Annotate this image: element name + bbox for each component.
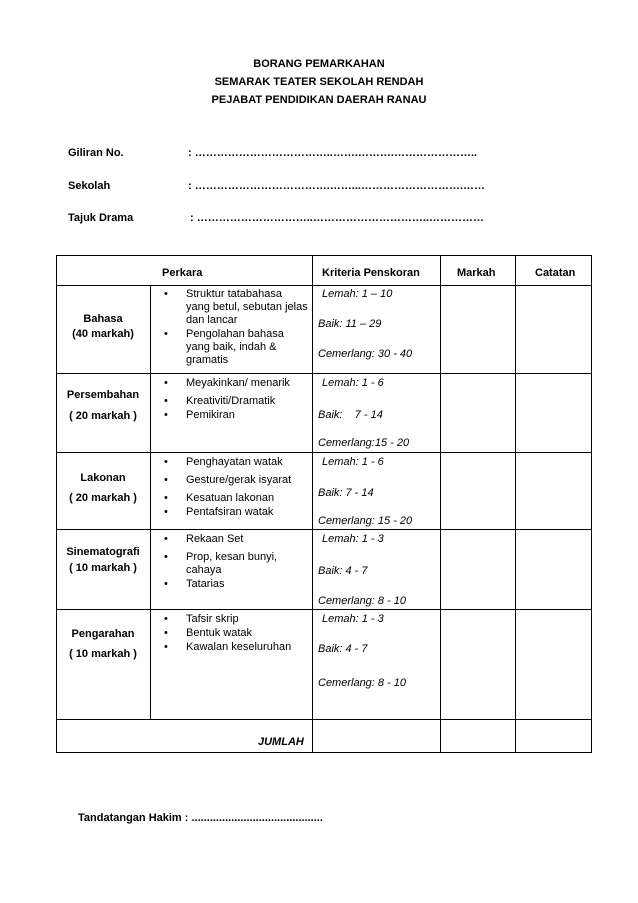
giliran-field[interactable]: : ………………………………..…….……….………………….. (188, 147, 478, 159)
criterion-items (158, 456, 308, 524)
sekolah-label: Sekolah (68, 180, 111, 192)
form-subtitle: SEMARAK TEATER SEKOLAH RENDAH (214, 76, 424, 88)
list-item: • Pentafsiran watak (158, 506, 308, 519)
list-item: • Kesatuan lakonan (158, 492, 308, 505)
table-border-top (56, 255, 592, 256)
table-col-divider (150, 285, 151, 720)
criterion-title: Sinematografi (66, 546, 140, 558)
tajuk-field[interactable]: : …………………………..…………………………..…………… (190, 212, 484, 224)
table-col-divider (440, 255, 441, 753)
criterion-items (158, 613, 308, 659)
col-header-perkara: Perkara (162, 267, 203, 279)
list-item: • Tatarias (158, 578, 308, 591)
list-item: • Bentuk watak (158, 627, 308, 640)
criterion-items (158, 533, 308, 596)
criterion-title: Bahasa (83, 313, 123, 325)
total-label: JUMLAH (258, 736, 304, 748)
giliran-label: Giliran No. (68, 147, 124, 159)
score-lemah: Lemah: 1 - 6 (322, 377, 384, 389)
criterion-title: Lakonan (80, 472, 126, 484)
score-lemah: Lemah: 1 - 3 (322, 533, 384, 545)
criterion-items (158, 377, 308, 427)
criterion-marks: ( 20 markah ) (69, 410, 137, 422)
table-row-divider (56, 285, 592, 286)
list-item: • Kreativiti/Dramatik (158, 395, 308, 408)
table-row-divider (56, 452, 592, 453)
table-row-divider (56, 529, 592, 530)
criterion-items (158, 288, 308, 372)
criterion-marks: (40 markah) (72, 328, 134, 340)
score-cemerlang: Cemerlang: 8 - 10 (318, 595, 407, 607)
score-baik: Baik: 11 – 29 (318, 318, 382, 330)
criterion-marks: ( 20 markah ) (69, 492, 137, 504)
score-baik: Baik: 7 - 14 (318, 487, 374, 499)
col-header-kriteria: Kriteria Penskoran (322, 267, 420, 279)
score-lemah: Lemah: 1 - 6 (322, 456, 384, 468)
table-row-divider (56, 373, 592, 374)
sekolah-field[interactable]: : ……………………………….……...……………………….…… (188, 180, 485, 192)
list-item: • Pengolahan bahasa yang baik, indah & gramatis (158, 328, 308, 367)
form-office: PEJABAT PENDIDIKAN DAERAH RANAU (211, 94, 427, 106)
form-title: BORANG PEMARKAHAN (253, 58, 385, 70)
list-item: • Pemikiran (158, 409, 308, 422)
list-item: • Struktur tatabahasa yang betul, sebutan jelas dan lancar (158, 288, 308, 327)
criterion-title: Pengarahan (71, 628, 135, 640)
table-col-divider (312, 255, 313, 753)
score-cemerlang: Cemerlang: 30 - 40 (318, 348, 413, 360)
tajuk-label: Tajuk Drama (68, 212, 134, 224)
score-cemerlang: Cemerlang:15 - 20 (318, 437, 410, 449)
list-item: • Prop, kesan bunyi, cahaya (158, 551, 308, 577)
col-header-markah: Markah (457, 267, 496, 279)
score-baik: Baik: 4 - 7 (318, 643, 368, 655)
score-lemah: Lemah: 1 – 10 (322, 288, 393, 300)
score-baik: Baik: 4 - 7 (318, 565, 368, 577)
table-border-bottom (56, 752, 592, 753)
table-col-divider (515, 255, 516, 753)
score-cemerlang: Cemerlang: 8 - 10 (318, 677, 407, 689)
score-lemah: Lemah: 1 - 3 (322, 613, 384, 625)
judge-signature-field[interactable]: Tandatangan Hakim : ........................................... (78, 812, 323, 824)
list-item: • Penghayatan watak (158, 456, 308, 469)
score-baik: Baik: 7 - 14 (318, 409, 383, 421)
score-cemerlang: Cemerlang: 15 - 20 (318, 515, 413, 527)
list-item: • Tafsir skrip (158, 613, 308, 626)
table-border-right (591, 255, 592, 753)
criterion-marks: ( 10 markah ) (69, 648, 137, 660)
table-row-divider (56, 609, 592, 610)
list-item: • Kawalan keseluruhan (158, 641, 308, 654)
criterion-marks: ( 10 markah ) (69, 562, 137, 574)
criterion-title: Persembahan (66, 389, 140, 401)
list-item: • Gesture/gerak isyarat (158, 474, 308, 487)
list-item: • Rekaan Set (158, 533, 308, 546)
list-item: • Meyakinkan/ menarik (158, 377, 308, 390)
col-header-catatan: Catatan (535, 267, 576, 279)
table-row-divider (56, 719, 592, 720)
